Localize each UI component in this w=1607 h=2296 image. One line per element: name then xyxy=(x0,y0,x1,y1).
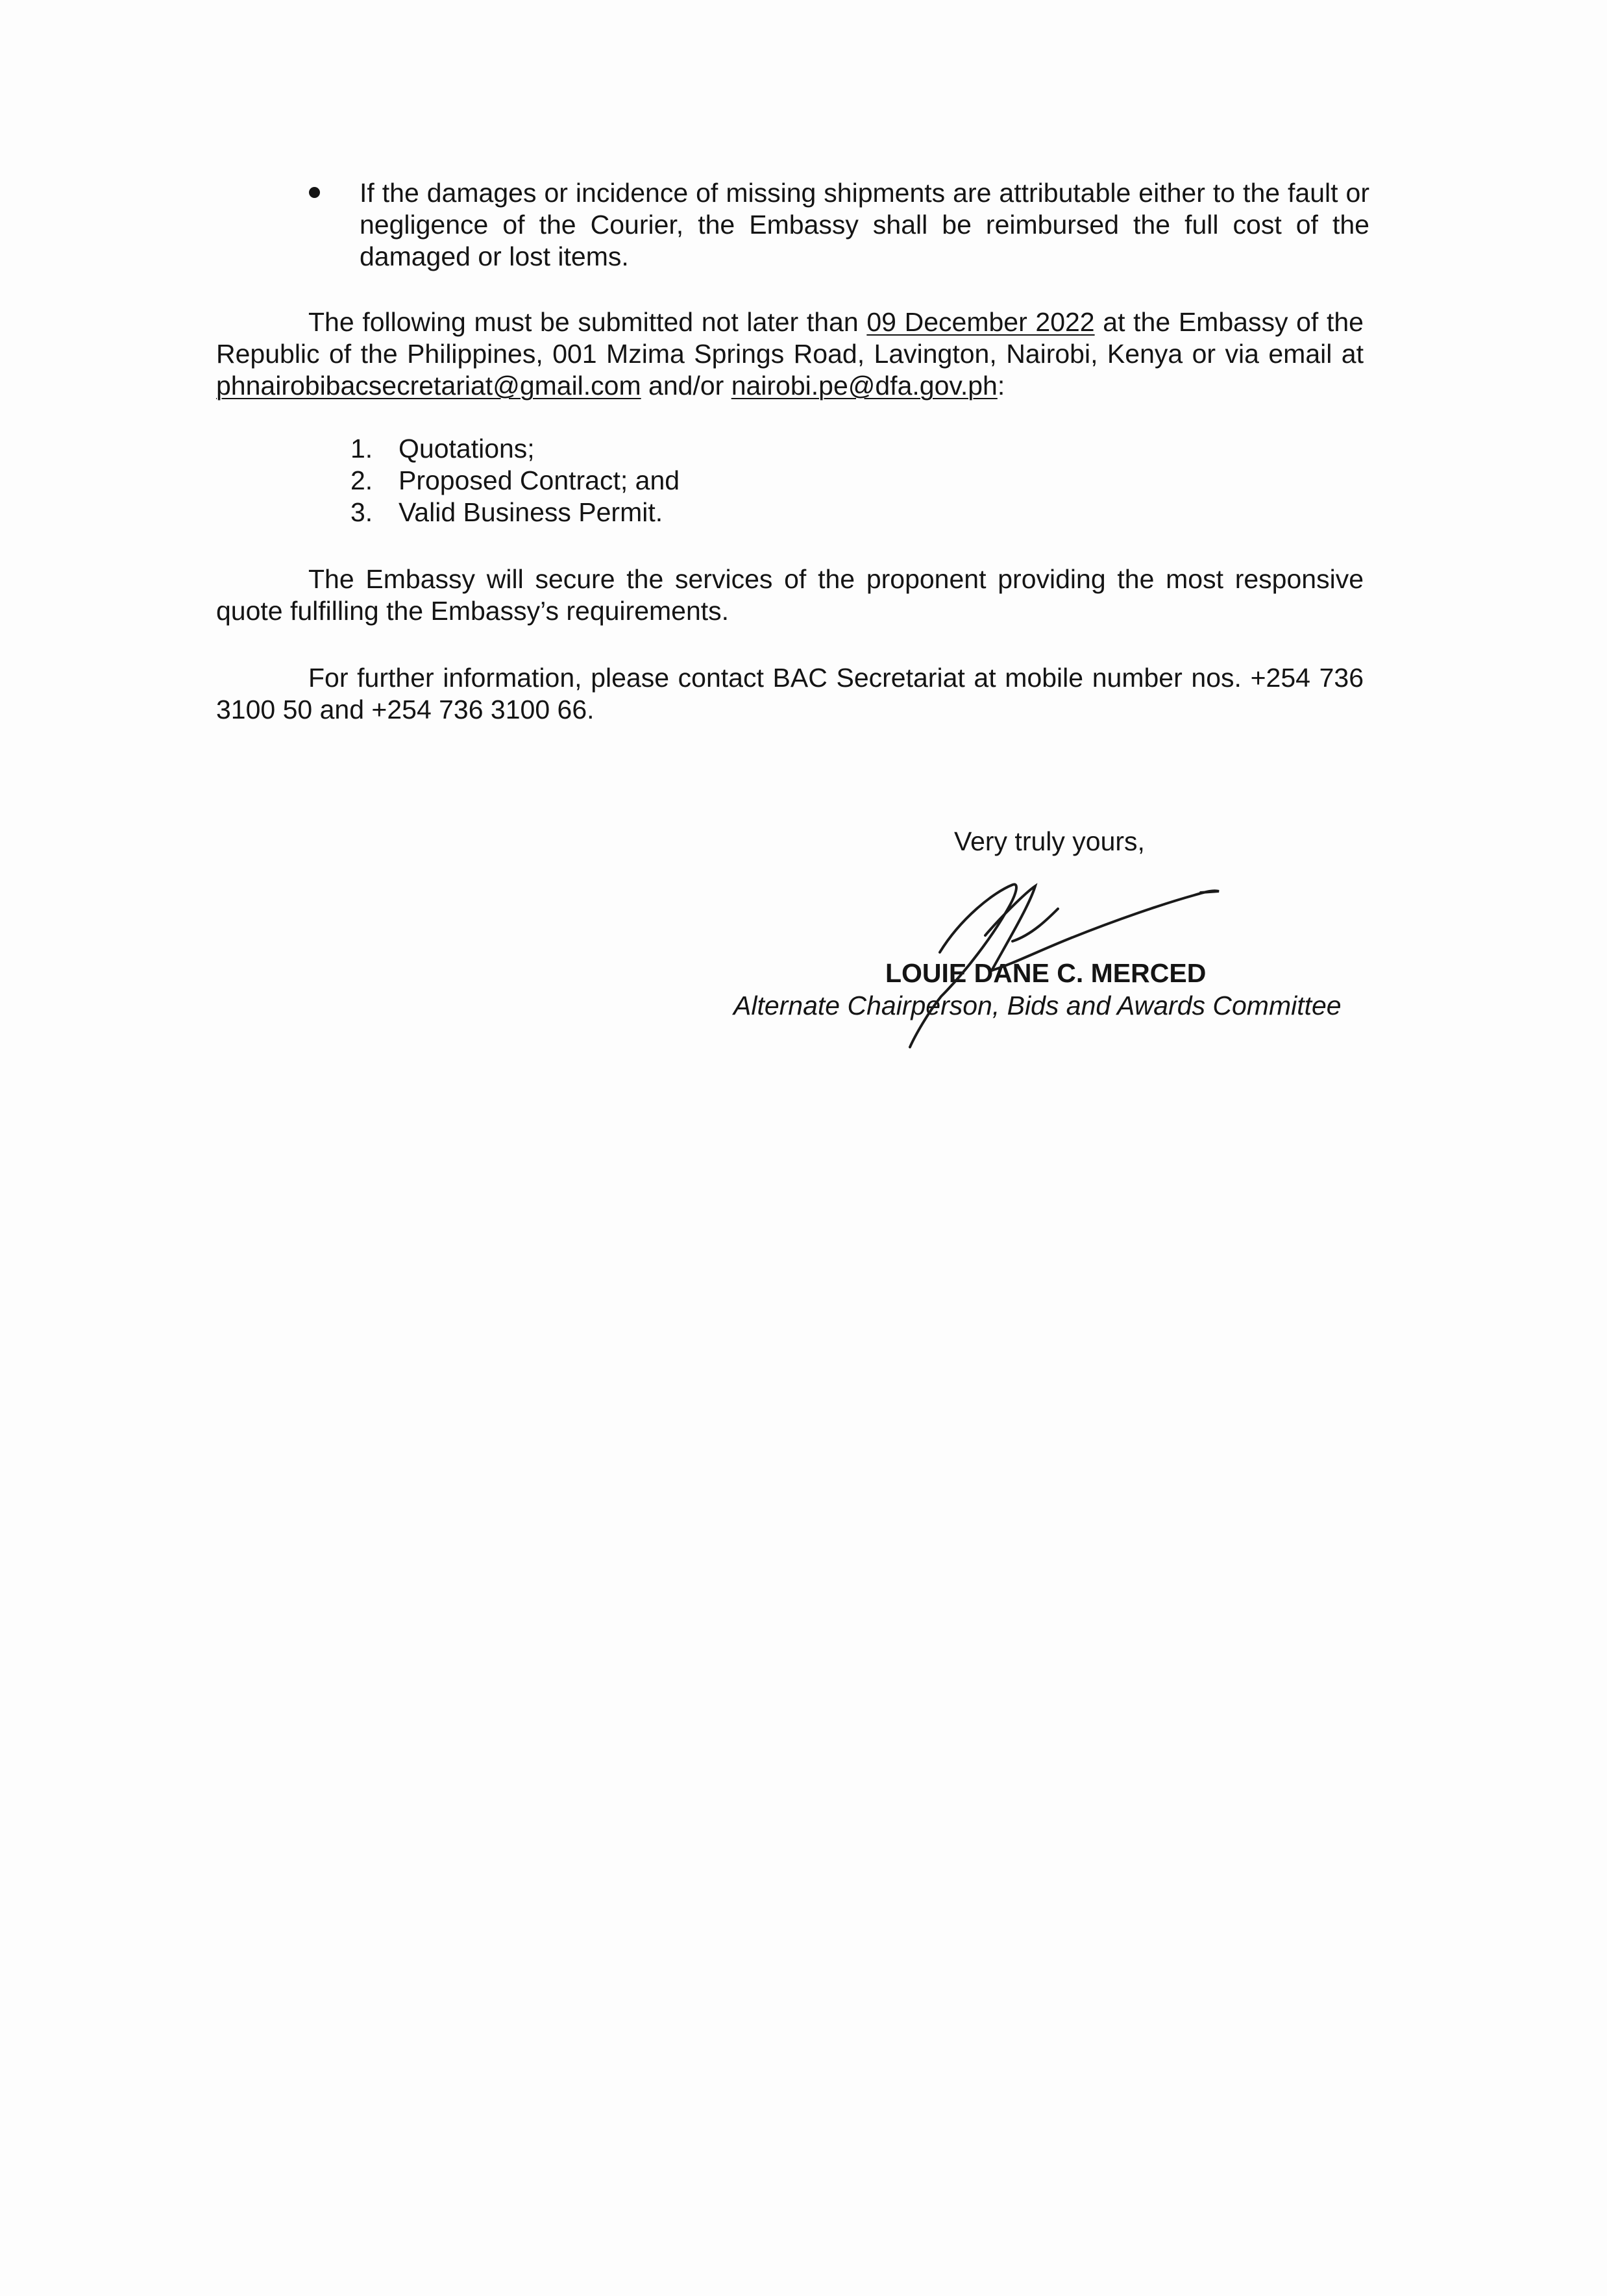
list-item xyxy=(350,465,680,497)
award-paragraph xyxy=(216,563,1364,627)
signer-title: Alternate Chairperson, Bids and Awards Committee xyxy=(733,991,1342,1020)
submission-connector: and/or xyxy=(641,371,731,401)
submission-end: : xyxy=(997,371,1005,401)
award-text: The Embassy will secure the services of the proponent providing the most responsive quote fulfilling the Embassy’s requirements. xyxy=(216,564,1364,626)
list-item xyxy=(350,497,680,528)
list-item xyxy=(350,433,680,465)
list-number: 2. xyxy=(350,465,373,495)
submission-address: at the Embassy of the Republic of the Philippines, 001 Mzima Springs Road, Lavington, Nairobi, Kenya or via email at xyxy=(216,307,1364,369)
bullet-text: If the damages or incidence of missing shipments are attributable either to the fault or negligence of the Courier, the Embassy shall be reimbursed the full cost of the damaged or lost items. xyxy=(360,178,1369,271)
deadline-date: 09 December 2022 xyxy=(866,307,1095,337)
contact-paragraph xyxy=(216,662,1364,726)
closing-salutation: Very truly yours, xyxy=(954,826,1145,856)
handwritten-signature xyxy=(902,873,1266,1055)
signer-name: LOUIE DANE C. MERCED xyxy=(885,958,1207,988)
list-number: 1. xyxy=(350,434,373,463)
email-link-bac[interactable]: phnairobibacsecretariat@gmail.com xyxy=(216,371,641,401)
submission-lead: The following must be submitted not later than xyxy=(308,307,867,337)
email-link-dfa[interactable]: nairobi.pe@dfa.gov.ph xyxy=(731,371,998,401)
submission-paragraph xyxy=(216,306,1364,402)
list-text: Quotations; xyxy=(399,434,535,463)
bullet-marker xyxy=(309,187,320,198)
contact-text: For further information, please contact BAC Secretariat at mobile number nos. +254 736 3100 50 and +254 736 3100 66. xyxy=(216,663,1364,724)
list-text: Proposed Contract; and xyxy=(399,465,680,495)
list-text: Valid Business Permit. xyxy=(399,497,663,527)
requirements-list xyxy=(350,433,680,528)
list-number: 3. xyxy=(350,497,373,527)
